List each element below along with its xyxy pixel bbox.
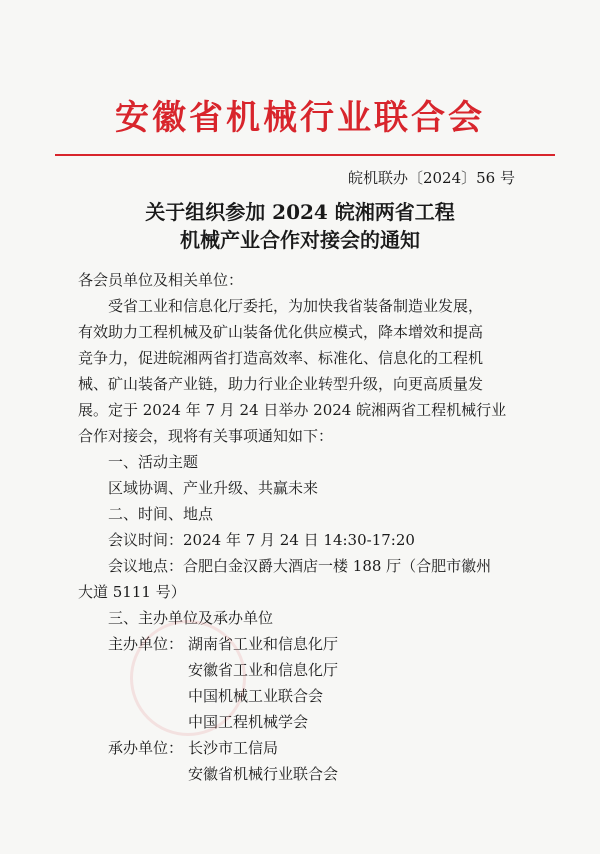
section-2-heading: 二、时间、地点 xyxy=(108,505,214,523)
paragraph-line: 有效助力工程机械及矿山装备优化供应模式，降本增效和提高 xyxy=(78,323,484,341)
host-item: 中国机械工业联合会 xyxy=(188,687,324,705)
meeting-place-line-1: 会议地点：合肥白金汉爵大酒店一楼 188 厅（合肥市徽州 xyxy=(108,557,492,575)
notice-title-line-2: 机械产业合作对接会的通知 xyxy=(180,228,420,252)
notice-title-line-1: 关于组织参加 2024 皖湘两省工程 xyxy=(145,200,455,224)
host-item: 安徽省工业和信息化厅 xyxy=(188,661,339,679)
header-red-rule xyxy=(55,154,555,156)
meeting-place-line-2: 大道 5111 号） xyxy=(78,583,186,601)
paragraph-line: 合作对接会，现将有关事项通知如下： xyxy=(78,427,334,445)
paragraph-line: 受省工业和信息化厅委托，为加快我省装备制造业发展， xyxy=(108,297,484,315)
paragraph-line: 展。定于 2024 年 7 月 24 日举办 2024 皖湘两省工程机械行业 xyxy=(78,401,507,419)
organizer-item: 长沙市工信局 xyxy=(188,739,279,757)
organizer-item: 安徽省机械行业联合会 xyxy=(188,765,339,783)
organizer-label: 承办单位： xyxy=(108,739,184,757)
faint-seal-stamp xyxy=(130,620,246,736)
section-1-heading: 一、活动主题 xyxy=(108,453,199,471)
meeting-time: 会议时间：2024 年 7 月 24 日 14:30-17:20 xyxy=(108,531,415,549)
activity-theme: 区域协调、产业升级、共赢未来 xyxy=(108,479,319,497)
host-label: 主办单位： xyxy=(108,635,184,653)
issuing-organization-header: 安徽省机械行业联合会 xyxy=(115,98,485,138)
host-item: 湖南省工业和信息化厅 xyxy=(188,635,339,653)
document-number: 皖机联办〔2024〕56 号 xyxy=(347,169,515,187)
host-item: 中国工程机械学会 xyxy=(188,713,309,731)
paragraph-line: 械、矿山装备产业链，助力行业企业转型升级，向更高质量发 xyxy=(78,375,484,393)
salutation: 各会员单位及相关单位： xyxy=(78,271,244,289)
paragraph-line: 竞争力，促进皖湘两省打造高效率、标准化、信息化的工程机 xyxy=(78,349,484,367)
section-3-heading: 三、主办单位及承办单位 xyxy=(108,609,274,627)
